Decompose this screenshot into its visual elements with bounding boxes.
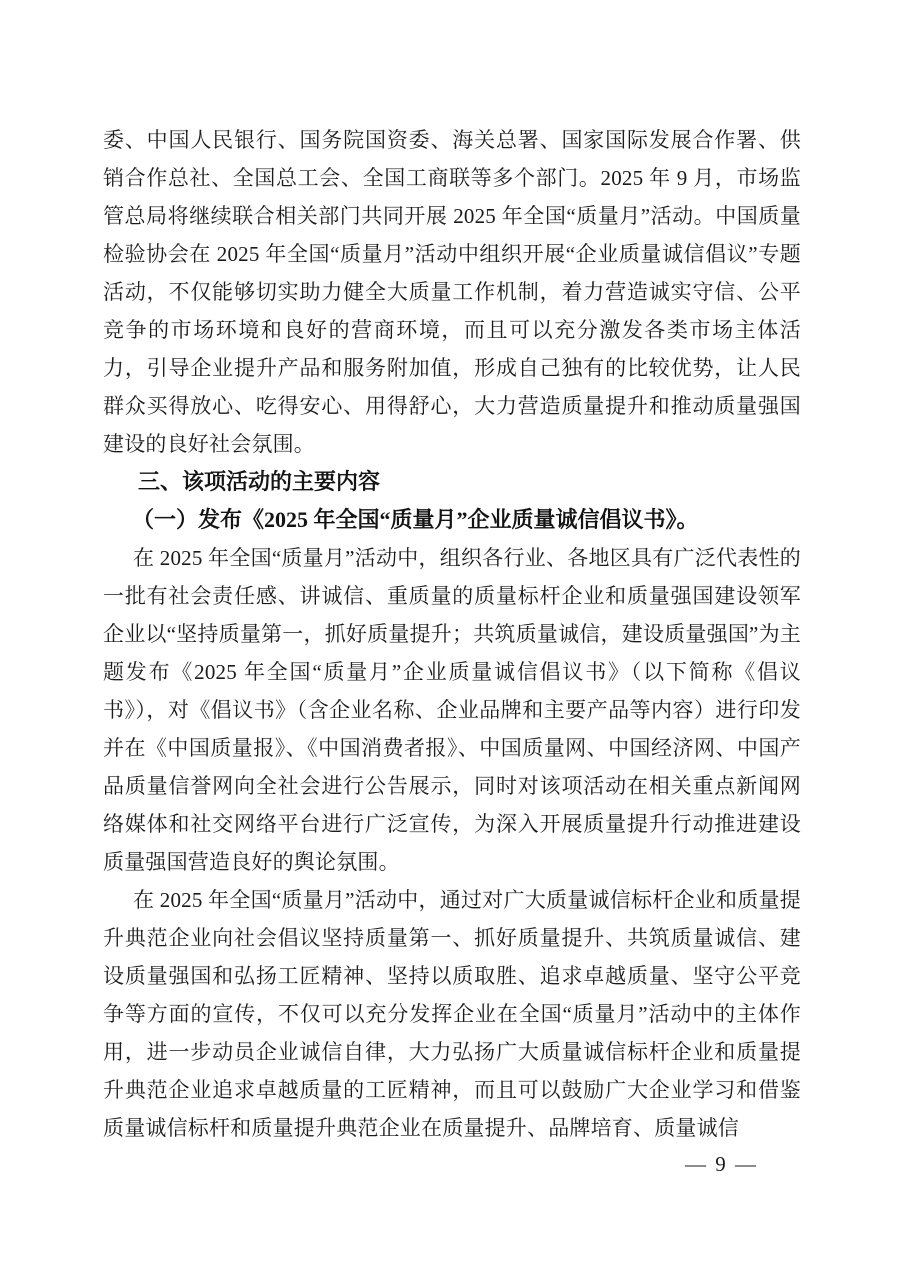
paragraph-continuation: 委、中国人民银行、国务院国资委、海关总署、国家国际发展合作署、供销合作总社、全国总工会、全国工商联等多个部门。2025 年 9 月，市场监管总局将继续联合相关部门共同开展 2025 年全国“质量月”活动。中国质量检验协会在 2025 年全国“质量月”活动中组织开展“企业质量诚信倡议”专题活动，不仅能够切实助力健全大质量工作机制，着力营造诚实守信、公平竞争的市场环境和良好的营商环境，而且可以充分激发各类市场主体活力，引导企业提升产品和服务附加值，形成自己独有的比较优势，让人民群众买得放心、吃得安心、用得舒心，大力营造质量提升和推动质量强国建设的良好社会氛围。	[103, 128, 801, 456]
section-heading: 三、该项活动的主要内容	[138, 469, 381, 494]
paragraph-proposal-release: 在 2025 年全国“质量月”活动中，组织各行业、各地区具有广泛代表性的一批有社会责任感、讲诚信、重质量的质量标杆企业和质量强国建设领军企业以“坚持质量第一，抓好质量提升；共筑质量诚信，建设质量强国”为主题发布《2025 年全国“质量月”企业质量诚信倡议书》（以下简称《倡议书》），对《倡议书》（含企业名称、企业品牌和主要产品等内容）进行印发并在《中国质量报》、《中国消费者报》、中国质量网、中国经济网、中国产品质量信誉网向全社会进行公告展示，同时对该项活动在相关重点新闻网络媒体和社交网络平台进行广泛宣传，为深入开展质量提升行动推进建设质量强国营造良好的舆论氛围。	[103, 546, 801, 874]
paragraph-advocacy: 在 2025 年全国“质量月”活动中，通过对广大质量诚信标杆企业和质量提升典范企业向社会倡议坚持质量第一、抓好质量提升、共筑质量诚信、建设质量强国和弘扬工匠精神、坚持以质取胜、追求卓越质量、坚守公平竞争等方面的宣传，不仅可以充分发挥企业在全国“质量月”活动中的主体作用，进一步动员企业诚信自律，大力弘扬广大质量诚信标杆企业和质量提升典范企业追求卓越质量的工匠精神，而且可以鼓励广大企业学习和借鉴质量诚信标杆和质量提升典范企业在质量提升、品牌培育、质量诚信	[103, 888, 801, 1140]
subsection-heading: （一）发布《2025 年全国“质量月”企业质量诚信倡议书》。	[132, 507, 699, 532]
page-number: — 9 —	[685, 1152, 758, 1176]
document-body	[103, 121, 801, 1147]
page-footer	[685, 1152, 758, 1177]
